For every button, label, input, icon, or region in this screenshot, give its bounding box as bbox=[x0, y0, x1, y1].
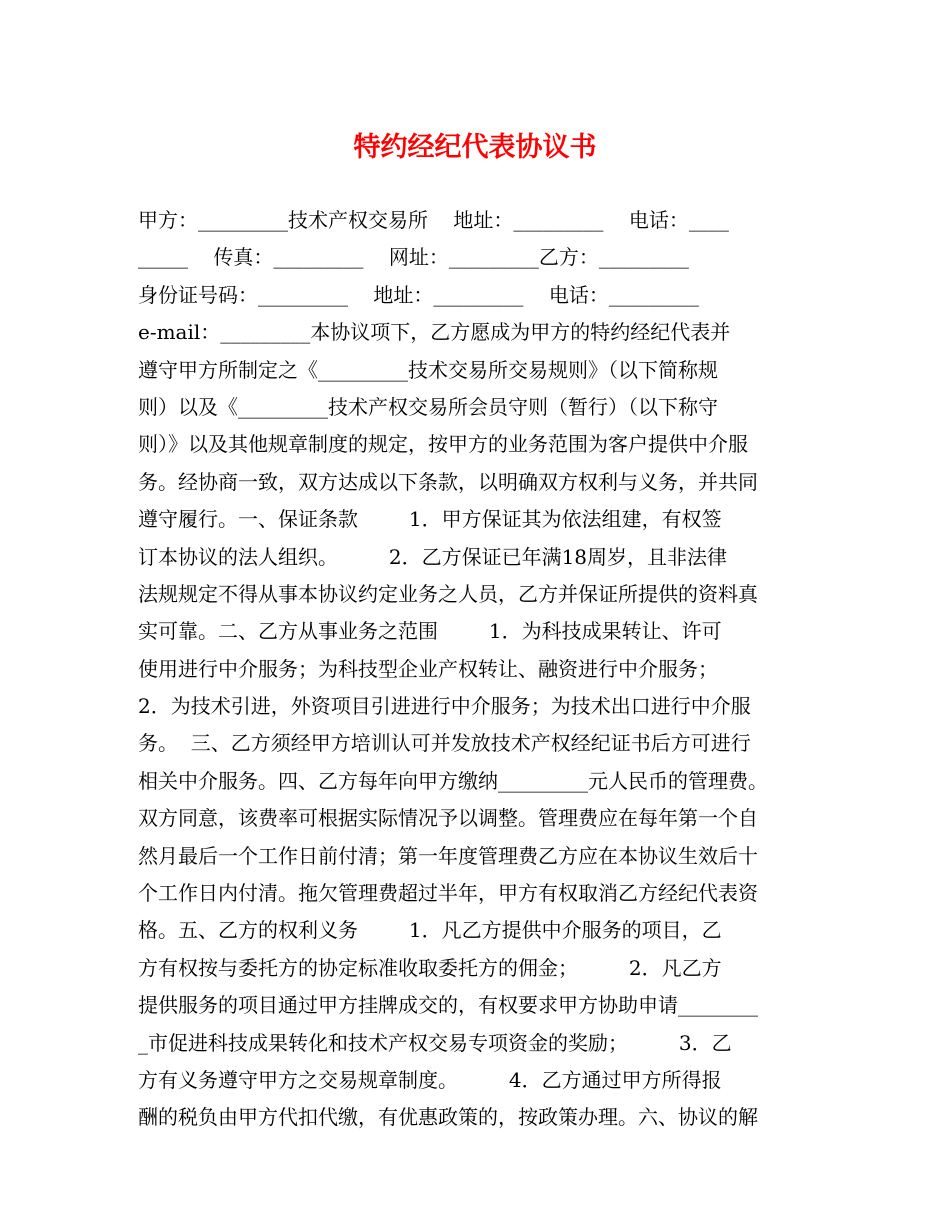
body-line: _市促进科技成果转化和技术产权交易专项资金的奖励； 3．乙 bbox=[138, 1030, 732, 1055]
body-line: 方有义务遵守甲方之交易规章制度。 4．乙方通过甲方所得报 bbox=[138, 1067, 722, 1092]
body-line: 甲方：_________技术产权交易所 地址：_________ 电话：____ bbox=[138, 208, 729, 232]
body-line: _____ 传真：_________ 网址：_________乙方：_________ bbox=[138, 245, 689, 270]
body-line: 方有权按与委托方的协定标准收取委托方的佣金； 2．凡乙方 bbox=[138, 955, 722, 980]
body-line: 2．为技术引进，外资项目引进进行中介服务；为技术出口进行中介服 bbox=[138, 694, 751, 719]
document-title: 特约经纪代表协议书 bbox=[353, 132, 597, 163]
body-line: 则）以及《_________技术产权交易所会员守则（暂行）（以下称守 bbox=[138, 394, 718, 419]
body-line: 相关中介服务。四、乙方每年向甲方缴纳_________元人民币的管理费。 bbox=[138, 768, 768, 793]
body-line: 身份证号码：_________ 地址：_________ 电话：_________ bbox=[138, 282, 699, 307]
body-line: 双方同意，该费率可根据实际情况予以调整。管理费应在每年第一个自 bbox=[138, 806, 758, 831]
body-line: 实可靠。二、乙方从事业务之范围 1．为科技成果转让、许可 bbox=[138, 619, 722, 644]
body-line: e-mail：_________本协议项下，乙方愿成为甲方的特约经纪代表并 bbox=[138, 320, 731, 345]
body-line: 遵守甲方所制定之《_________技术交易所交易规则》（以下简称规 bbox=[138, 357, 718, 382]
body-line: 遵守履行。一、保证条款 1．甲方保证其为依法组建，有权签 bbox=[138, 507, 722, 532]
body-line: 务。 三、乙方须经甲方培训认可并发放技术产权经纪证书后方可进行 bbox=[138, 731, 751, 756]
body-line: 务。经协商一致，双方达成以下条款，以明确双方权利与义务，并共同 bbox=[138, 469, 758, 494]
body-line: 订本协议的法人组织。 2．乙方保证已年满18周岁，且非法律 bbox=[138, 544, 728, 569]
body-line: 个工作日内付清。拖欠管理费超过半年，甲方有权取消乙方经纪代表资 bbox=[138, 881, 758, 906]
body-line: 则）》以及其他规章制度的规定，按甲方的业务范围为客户提供中介服 bbox=[138, 432, 748, 457]
body-line: 使用进行中介服务；为科技型企业产权转让、融资进行中介服务； bbox=[138, 656, 718, 681]
body-line: 法规规定不得从事本协议约定业务之人员，乙方并保证所提供的资料真 bbox=[138, 581, 758, 606]
body-line: 然月最后一个工作日前付清；第一年度管理费乙方应在本协议生效后十 bbox=[138, 843, 758, 868]
body-line: 提供服务的项目通过甲方挂牌成交的，有权要求甲方协助申请________ bbox=[138, 993, 758, 1018]
agreement-body bbox=[138, 202, 828, 1137]
body-line: 格。五、乙方的权利义务 1．凡乙方提供中介服务的项目，乙 bbox=[138, 918, 722, 943]
body-line: 酬的税负由甲方代扣代缴，有优惠政策的，按政策办理。六、协议的解 bbox=[138, 1105, 758, 1130]
